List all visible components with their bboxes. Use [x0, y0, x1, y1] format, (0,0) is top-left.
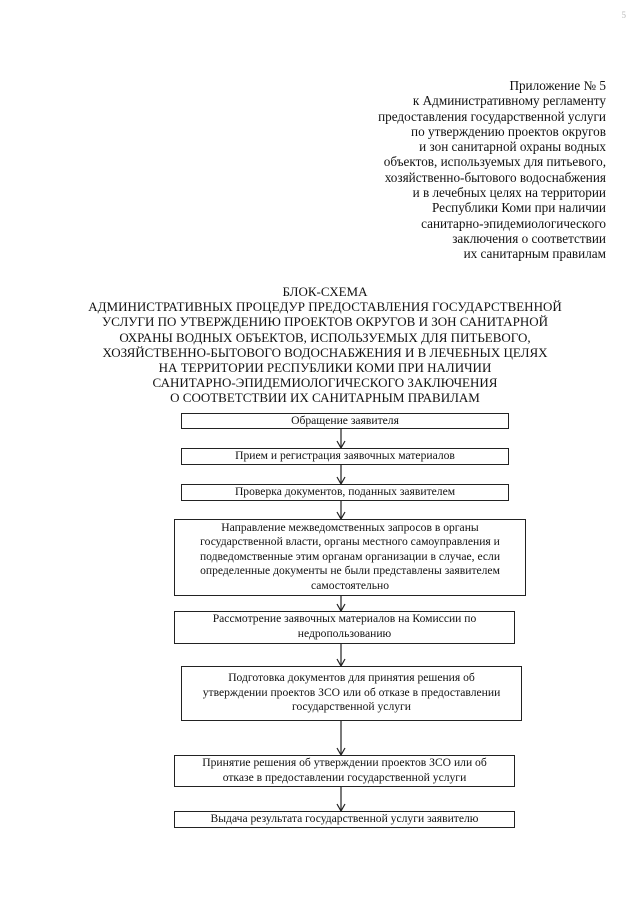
- appendix-line: и зон санитарной охраны водных: [419, 139, 606, 155]
- title-line: ХОЗЯЙСТВЕННО-БЫТОВОГО ВОДОСНАБЖЕНИЯ И В ЛЕЧЕБНЫХ ЦЕЛЯХ: [102, 344, 548, 360]
- title-line: НА ТЕРРИТОРИИ РЕСПУБЛИКИ КОМИ ПРИ НАЛИЧИИ: [158, 360, 492, 376]
- appendix-line: санитарно-эпидемиологического: [421, 215, 606, 231]
- flowchart-step-line: Прием и регистрация заявочных материалов: [235, 449, 455, 462]
- flowchart-step-line: Проверка документов, поданных заявителем: [234, 485, 456, 498]
- flowchart-step-3-box: [181, 484, 509, 501]
- title-line: САНИТАРНО-ЭПИДЕМИОЛОГИЧЕСКОГО ЗАКЛЮЧЕНИЯ: [152, 375, 498, 391]
- appendix-line: Республики Коми при наличии: [431, 200, 606, 216]
- appendix-line: и в лечебных целях на территории: [412, 185, 606, 201]
- flowchart-step-line: государственной власти, органы местного самоуправления и: [200, 535, 500, 549]
- page-number: 5: [621, 10, 626, 20]
- appendix-line: Приложение № 5: [509, 78, 606, 93]
- flowchart-step-5-box: [174, 611, 515, 644]
- flowchart-step-6-box: [181, 666, 522, 721]
- flowchart-step-line: государственной услуги: [291, 700, 411, 714]
- title-line: УСЛУГИ ПО УТВЕРЖДЕНИЮ ПРОЕКТОВ ОКРУГОВ И ЗОН САНИТАРНОЙ: [101, 314, 549, 330]
- flowchart-step-line: Направление межведомственных запросов в органы: [221, 520, 479, 534]
- title-line: ОХРАНЫ ВОДНЫХ ОБЪЕКТОВ, ИСПОЛЬЗУЕМЫХ ДЛЯ ПИТЬЕВОГО,: [119, 329, 531, 345]
- appendix-line: их санитарным правилам: [463, 246, 606, 262]
- flowchart-step-line: утверждении проектов ЗСО или об отказе в предоставлении: [202, 685, 501, 699]
- appendix-line: хозяйственно-бытового водоснабжения: [384, 169, 606, 185]
- flowchart-step-line: недропользованию: [297, 626, 392, 640]
- flowchart-step-line: определенные документы не были представлены заявителем: [200, 564, 500, 578]
- appendix-line: по утверждению проектов округов: [411, 123, 606, 139]
- flowchart-step-line: самостоятельно: [310, 578, 390, 592]
- title-line: БЛОК-СХЕМА: [282, 284, 368, 299]
- flowchart-step-1-box: [181, 413, 509, 429]
- title-line: АДМИНИСТРАТИВНЫХ ПРОЦЕДУР ПРЕДОСТАВЛЕНИЯ ГОСУДАРСТВЕННОЙ: [88, 299, 562, 315]
- flowchart-step-line: Обращение заявителя: [291, 414, 399, 427]
- flowchart-step-line: Рассмотрение заявочных материалов на Комиссии по: [212, 612, 477, 626]
- appendix-line: заключения о соответствии: [452, 230, 606, 246]
- appendix-line: к Административному регламенту: [412, 93, 606, 109]
- flowchart-step-2-box: [181, 448, 509, 465]
- flowchart-step-line: Подготовка документов для принятия решения об: [228, 671, 475, 685]
- flowchart-step-line: Принятие решения об утверждении проектов ЗСО или об: [202, 756, 487, 769]
- flowchart-step-8-box: [174, 811, 515, 828]
- flowchart-step-line: Выдача результата государственной услуги заявителю: [210, 812, 479, 825]
- flowchart-step-4-box: [174, 519, 526, 596]
- title-line: О СООТВЕТСТВИИ ИХ САНИТАРНЫМ ПРАВИЛАМ: [170, 390, 480, 406]
- flowchart-step-line: подведомственные этим органам организации в случае, если: [199, 549, 501, 563]
- flowchart-step-7-box: [174, 755, 515, 787]
- appendix-line: объектов, используемых для питьевого,: [383, 154, 606, 170]
- appendix-line: предоставления государственной услуги: [378, 108, 606, 124]
- flowchart-step-line: отказе в предоставлении государственной услуги: [222, 770, 467, 784]
